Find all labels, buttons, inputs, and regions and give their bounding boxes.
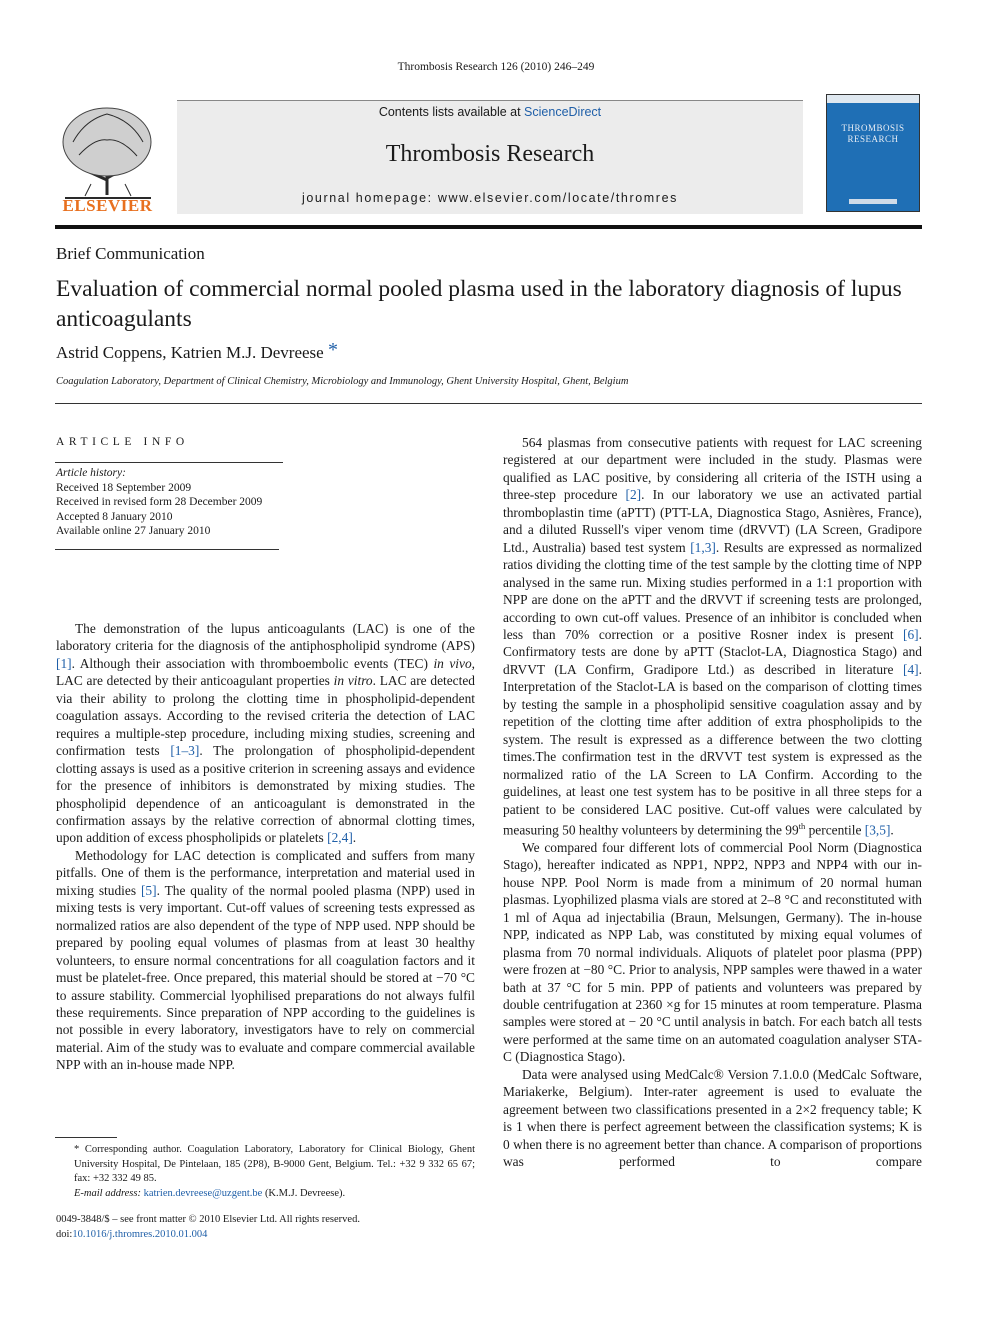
cover-title xyxy=(827,123,919,145)
article-title: Evaluation of commercial normal pooled plasma used in the laboratory diagnosis of lupus anticoagulants xyxy=(56,276,902,332)
body-column-right xyxy=(503,434,922,1171)
doi-link[interactable]: 10.1016/j.thromres.2010.01.004 xyxy=(72,1228,208,1240)
text: . LAC are detected via their ability to prolong the clotting time in phospholipid-dependent coagulation assays. According to the revised criteria the detection of LAC requires a multiple-step procedure, including mixing studies, screening and confirmation tests xyxy=(56,673,475,759)
text-italic: in vitro xyxy=(333,673,373,689)
email-label: E-mail address: xyxy=(74,1187,144,1199)
history-received: Received 18 September 2009 xyxy=(56,481,192,494)
cover-footer-mark xyxy=(849,199,897,204)
superscript: th xyxy=(798,820,806,831)
reference-link[interactable]: [2] xyxy=(625,487,642,503)
reference-link[interactable]: [1,3] xyxy=(690,539,716,555)
article-info-heading: ARTICLE INFO xyxy=(56,436,189,448)
paragraph: Data were analysed using MedCalc® Version 7.1.0.0 (MedCalc Software, Mariakerke, Belgium). Inter-rater agreement is used to evaluate the agreement between two classifications presented in a 2×2 frequency table; K is 1 when there is perfect agreement between the classification systems; K is 0 when there is no agreement better than chance. A comparison of proportions was performed to compare xyxy=(503,1066,922,1170)
cover-title-line1: THROMBOSIS xyxy=(841,123,905,133)
reference-link[interactable]: [3,5] xyxy=(864,822,891,838)
history-revised: Received in revised form 28 December 2009 xyxy=(56,496,263,508)
text: Methodology for LAC detection is complicated and suffers from many pitfalls. One of them is the performance, interpretation and material used in mixing studies xyxy=(56,847,475,898)
paragraph: We compared four different lots of commercial Pool Norm (Diagnostica Stago), hereafter indicated as NPP1, NPP2, NPP3 and NPP4 with our in-house NPP. Pool Norm is made from a minimum of 20 normal human plasmas. Lyophilized plasma vials are stored at 2–8 °C and reconstituted with 1 ml of Aqua ad injectabilia (Braun, Melsungen, Germany). The in-house NPP, indicated as NPP Lab, was constituted by mixing equal volumes of plasma from 70 normal individuals. Aliquots of platelet poor plasma (PPP) were frozen at −80 °C. Prior to analysis, NPP samples were thawed in a water bath at 37 °C for 5 min. PPP of patients and volunteers was prepared by double centrifugation at 2360 ×g for 15 minutes at room temperature. Plasma samples were stored at − 20 °C until analysis in batch. For each batch all tests were performed at the same time on an automated coagulation analyser STA-C (Diagnostica Stago). xyxy=(503,839,922,1065)
text: The demonstration of the lupus anticoagulants (LAC) is one of the laboratory criteria for the diagnosis of the antiphospholipid syndrome (APS) xyxy=(56,621,475,654)
copyright-line: 0049-3848/$ – see front matter © 2010 Elsevier Ltd. All rights reserved. xyxy=(56,1214,360,1225)
corresponding-author-note: * Corresponding author. Coagulation Laboratory, Laboratory for Clinical Biology, Ghent University Hospital, De Pintelaan, 185 (2P8), B-9000 Gent, Belgium. Tel.: +32 9 332 65 67; fax: +32 332 49 85. xyxy=(74,1144,475,1184)
reference-link[interactable]: [2,4] xyxy=(327,830,353,846)
footnote xyxy=(56,1143,475,1201)
journal-citation: Thrombosis Research 126 (2010) 246–249 xyxy=(397,61,595,73)
text: . The quality of the normal pooled plasma (NPP) used in mixing tests is very important. Cut-off values of screening tests expressed as normalized ratios are also dependent of the type of NPP used. NPP should be prepared by pooling equal volumes of plasmas from at least 30 healthy volunteers, to ensure normal concentrations for all coagulation factors and it must be platelet-free. Once prepared, this material should be stored at −70 °C to assure stability. Commercial lyophilised preparations do not always fulfil these requirements. Since preparation of NPP according to the guidelines is not possible in every laboratory, investigators have to rely on commercial material. Aim of the study was to evaluate and compare commercial available NPP with an in-house made NPP. xyxy=(56,882,475,1073)
email-line xyxy=(56,1187,475,1202)
paragraph xyxy=(503,434,922,839)
text: 564 plasmas from consecutive patients with request for LAC screening registered at our department were included in the study. Plasmas were qualified as LAC positive, by considering all criteria of the ISTH using a three-step procedure xyxy=(503,435,922,503)
cover-stripe xyxy=(827,95,919,103)
article-type: Brief Communication xyxy=(56,244,205,263)
author-list xyxy=(56,339,338,366)
reference-link[interactable]: [5] xyxy=(140,882,157,898)
doi-prefix: doi: xyxy=(56,1228,73,1240)
authors-text: Astrid Coppens, Katrien M.J. Devreese xyxy=(56,343,324,362)
article-info-rule-top xyxy=(55,462,283,463)
reference-link[interactable]: [6] xyxy=(903,626,919,642)
reference-link[interactable]: [1–3] xyxy=(170,743,200,759)
reference-link[interactable]: [4] xyxy=(903,661,919,677)
paragraph xyxy=(56,847,475,1074)
text: . Interpretation of the Staclot-LA is based on the comparison of clotting times by testing the sample in a phospholipid sensitive coagulation assay and by repetition of the clotting time after addition of extra phospholipids to the system. The result is expressed as a difference between the two clotting times.The confirmation test in the dRVVT test system is expressed as the normalized ratio of the LA Screen to LA Confirm. According to the guidelines, at least one test system has to be positive in all three steps for a patient to be considered LAC positive. Cut-off values were calculated by measuring 50 healthy volunteers by determining the 99 xyxy=(503,661,922,838)
email-link[interactable]: katrien.devreese@uzgent.be xyxy=(143,1187,263,1199)
cover-title-line2: RESEARCH xyxy=(847,134,899,144)
contents-line xyxy=(177,105,803,119)
history-online: Available online 27 January 2010 xyxy=(56,525,211,537)
section-rule xyxy=(55,403,922,404)
reference-link[interactable]: [1] xyxy=(56,655,72,671)
elsevier-wordmark: ELSEVIER xyxy=(62,196,153,215)
copyright-block xyxy=(56,1213,360,1242)
text: percentile xyxy=(805,822,865,838)
text: . Confirmatory tests are done by aPTT (Staclot-LA, Diagnostica Stago) and dRVVT (LA Confirm, Gradipore Ltd.) as described in literature xyxy=(503,626,922,677)
text: . Although their association with thromboembolic events (TEC) xyxy=(71,655,434,671)
paragraph xyxy=(56,620,475,847)
journal-banner xyxy=(177,100,803,214)
journal-homepage[interactable]: journal homepage: www.elsevier.com/locate/thromres xyxy=(302,191,678,205)
text: , LAC are detected by their anticoagulant properties xyxy=(56,655,475,689)
contents-prefix: Contents lists available at xyxy=(378,105,525,119)
text-italic: in vivo xyxy=(433,655,472,671)
article-info-rule-bottom xyxy=(55,549,279,550)
corresponding-author-mark[interactable]: * xyxy=(327,339,338,361)
email-suffix: (K.M.J. Devreese). xyxy=(262,1187,346,1199)
text: . xyxy=(352,830,357,846)
footnote-rule xyxy=(55,1137,117,1138)
body-column-left xyxy=(56,620,475,1074)
affiliation: Coagulation Laboratory, Department of Clinical Chemistry, Microbiology and Immunology, Ghent University Hospital, Ghent, Belgium xyxy=(56,376,629,387)
text: . The prolongation of phospholipid-dependent clotting assays is used as a positive criterion in screening assays and evidence for the presence of inhibitors is demonstrated by mixing studies. The phospholipid dependence of an anticoagulant is demonstrated in the confirmation assays by the relative correction of abnormal clotting times, upon addition of excess phospholipids or platelets xyxy=(56,743,475,846)
article-history xyxy=(56,466,262,539)
text: . Results are expressed as normalized ratios dividing the clotting time of the test sample by the clotting time of NPP analysed in the same run. Mixing studies performed in a 1:1 proportion with NPP are done on the aPTT and the dRVVT if screening tests are prolonged, according to own cut-off values. Presence of an inhibitor is concluded when less than 70% correction or a positive Rosner index is present xyxy=(503,539,922,642)
history-accepted: Accepted 8 January 2010 xyxy=(56,510,173,523)
header-rule xyxy=(55,225,922,229)
journal-name: Thrombosis Research xyxy=(385,141,595,167)
history-label: Article history: xyxy=(56,467,126,479)
journal-cover xyxy=(826,94,920,212)
text: . In our laboratory we use an activated partial thromboplastin time (aPTT) (PTT-LA, Diagnostica Stago, Asnières, France), and a diluted Russell's viper venom time (dRVVT) (LA Screen, Gradipore Ltd., Australia) based test system xyxy=(503,487,922,555)
doi-line xyxy=(56,1228,360,1243)
sciencedirect-link[interactable]: ScienceDirect xyxy=(524,105,602,119)
text: . xyxy=(890,822,894,838)
